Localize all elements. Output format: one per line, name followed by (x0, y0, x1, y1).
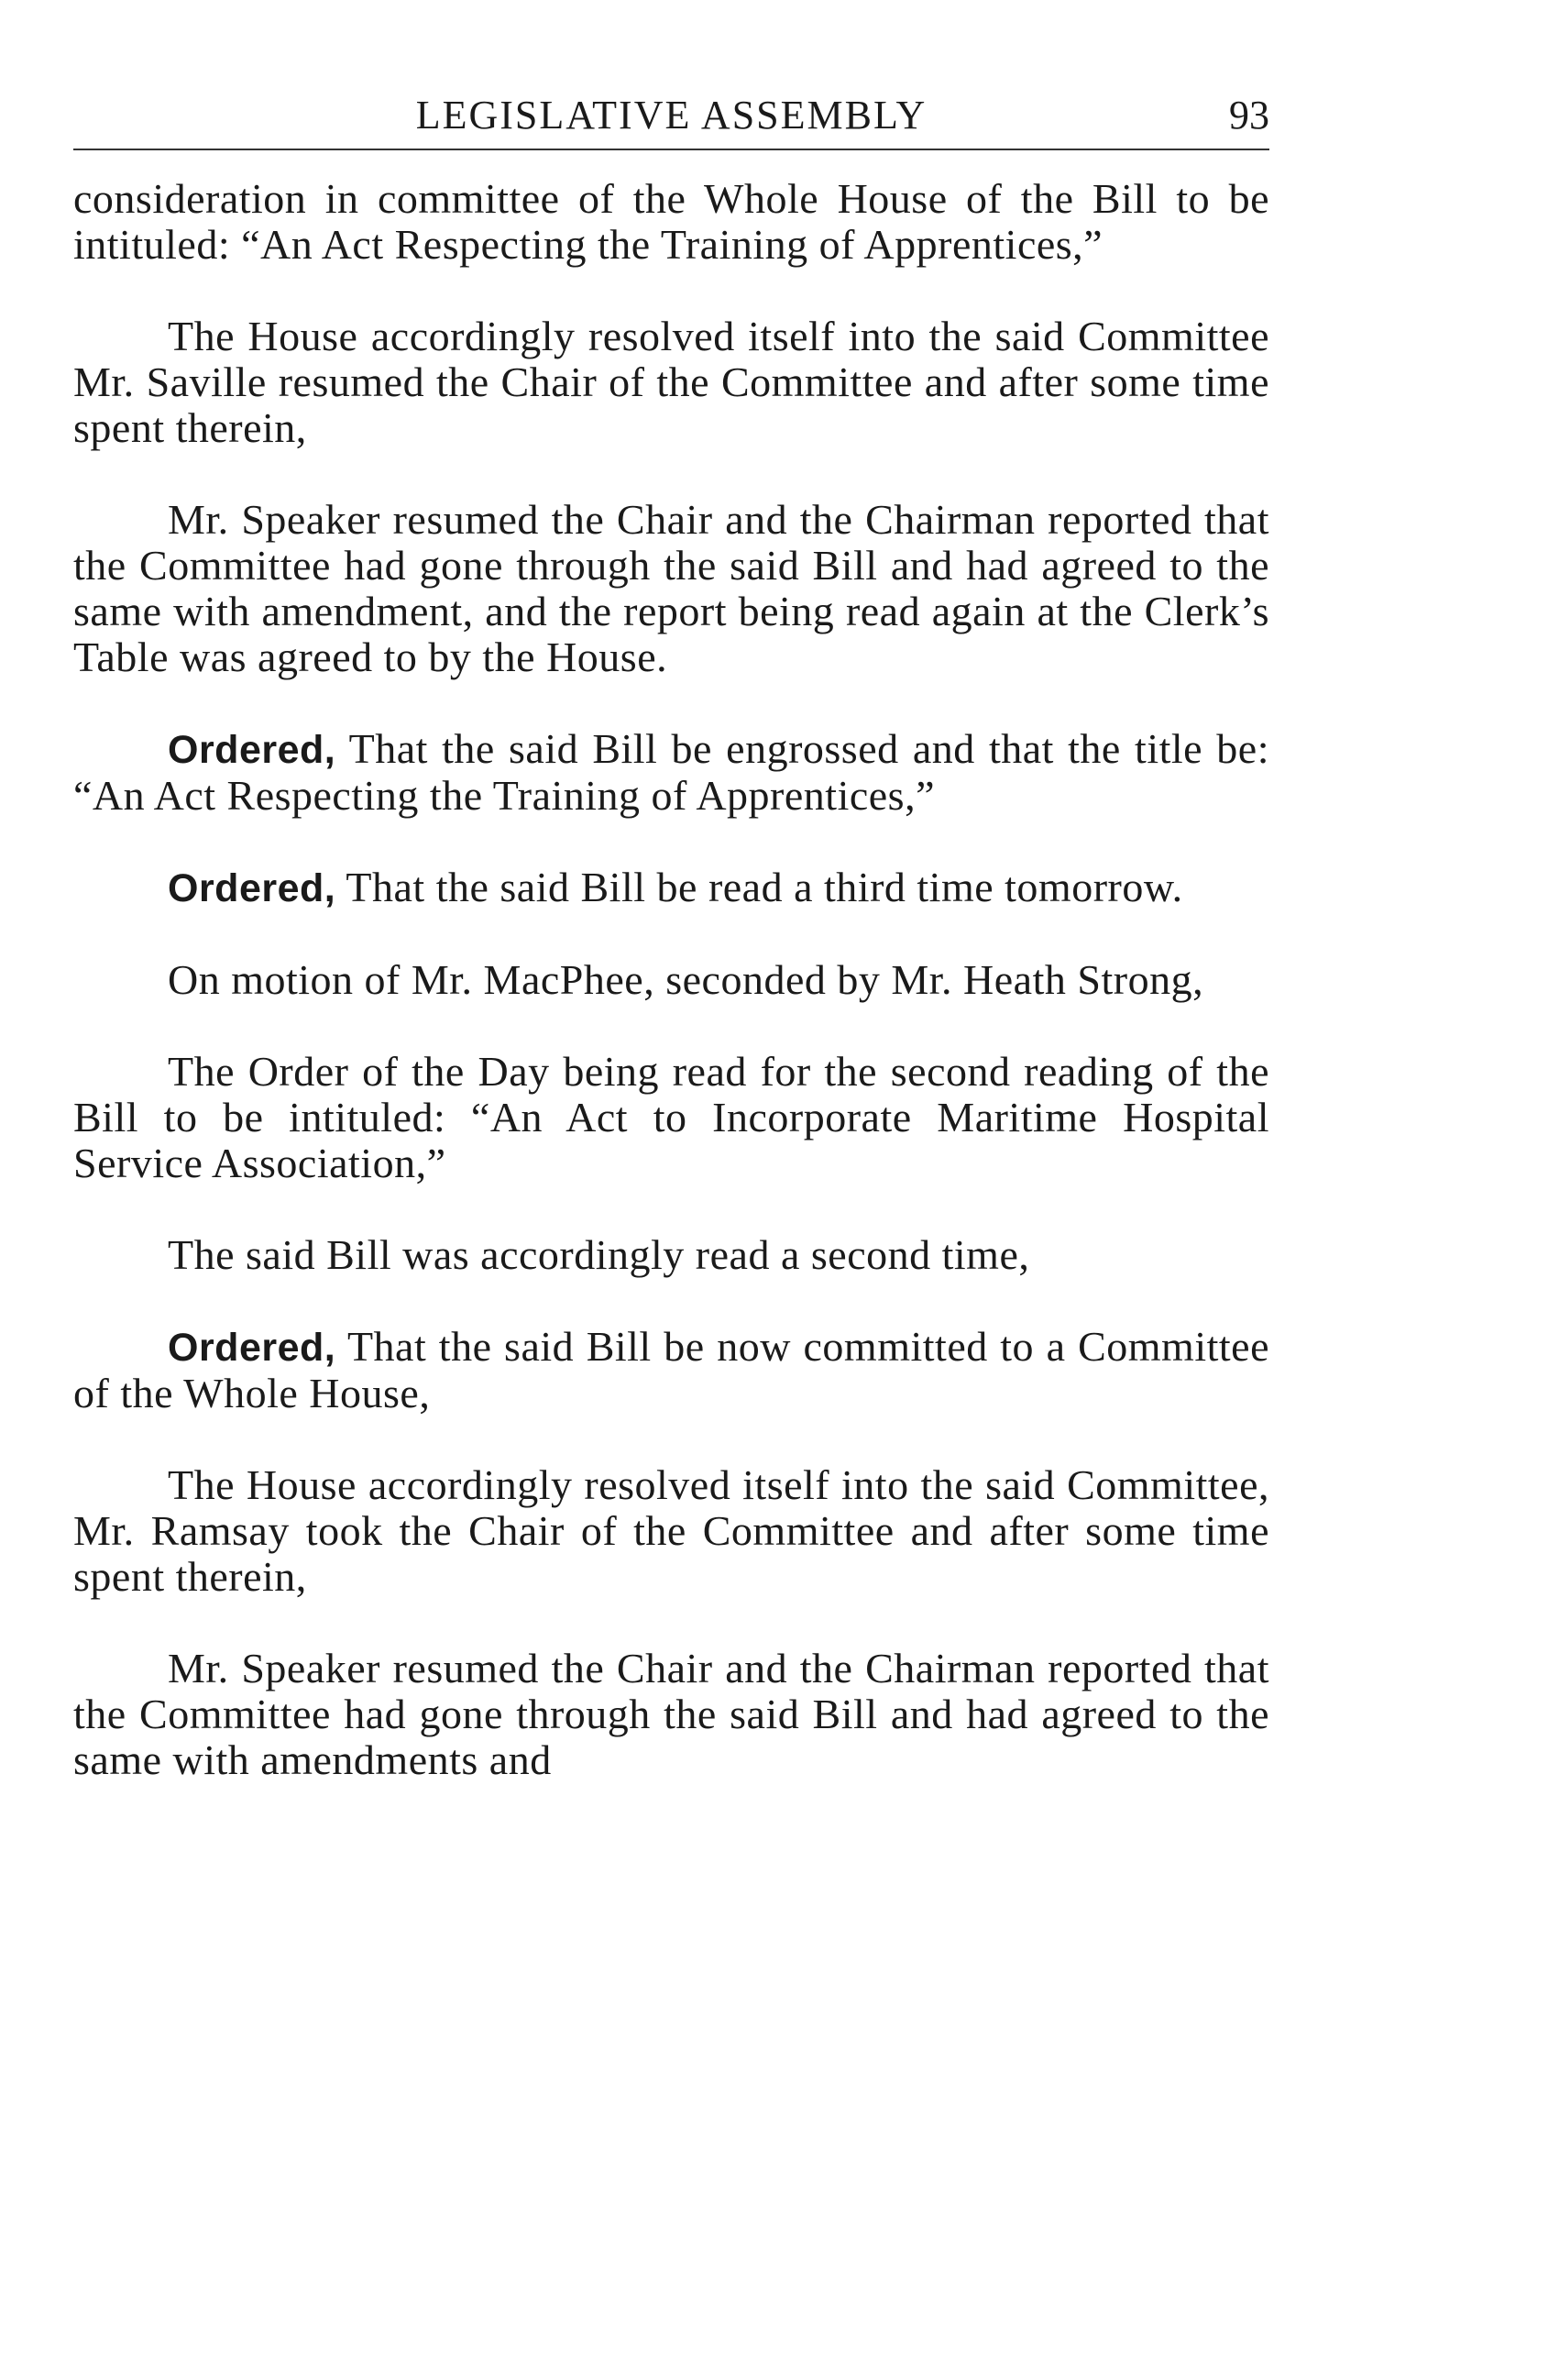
page-number: 93 (1229, 93, 1269, 138)
paragraph (73, 1232, 1269, 1278)
paragraph-text: The Order of the Day being read for the second reading of the Bill to be intituled: “An Act to Incorporate Maritime Hospital Service Association,” (73, 1048, 1269, 1186)
paragraph-text: Mr. Speaker resumed the Chair and the Chairman reported that the Committee had gone through the said Bill and had agreed to the same with amendments and (73, 1645, 1269, 1783)
paragraph (73, 314, 1269, 451)
ordered-paragraph (73, 865, 1269, 911)
ordered-label: Ordered, (168, 728, 336, 772)
ordered-paragraph (73, 1324, 1269, 1416)
document-page (73, 92, 1269, 1829)
paragraph (73, 1646, 1269, 1783)
paragraph-text: The said Bill was accordingly read a second time, (168, 1231, 1030, 1278)
body-text (73, 176, 1269, 1783)
paragraph-text: That the said Bill be read a third time tomorrow. (346, 864, 1183, 910)
paragraph (73, 957, 1269, 1003)
ordered-label: Ordered, (168, 866, 336, 910)
paragraph-text: On motion of Mr. MacPhee, seconded by Mr. Heath Strong, (168, 956, 1204, 1003)
paragraph-text: consideration in committee of the Whole House of the Bill to be intituled: “An Act Respecting the Training of Apprentices,” (73, 175, 1269, 268)
paragraph-text: That the said Bill be engrossed and that the title be: “An Act Respecting the Training of Apprentices,” (73, 725, 1269, 819)
paragraph-text: The House accordingly resolved itself into the said Committee, Mr. Ramsay took the Chair of the Committee and after some time spent therein, (73, 1461, 1269, 1600)
ordered-paragraph (73, 726, 1269, 819)
paragraph-text: That the said Bill be now committed to a Committee of the Whole House, (73, 1323, 1269, 1416)
paragraph-text: The House accordingly resolved itself into the said Committee Mr. Saville resumed the Chair of the Committee and after some time spent therein, (73, 313, 1269, 451)
paragraph (73, 497, 1269, 680)
paragraph-text: Mr. Speaker resumed the Chair and the Chairman reported that the Committee had gone through the said Bill and had agreed to the same with amendment, and the report being read again at the Clerk’s Table was agreed to by the House. (73, 496, 1269, 680)
running-header (73, 92, 1269, 150)
paragraph (73, 1049, 1269, 1186)
paragraph (73, 1462, 1269, 1600)
running-title: LEGISLATIVE ASSEMBLY (415, 93, 928, 138)
paragraph (73, 176, 1269, 268)
ordered-label: Ordered, (168, 1326, 336, 1370)
